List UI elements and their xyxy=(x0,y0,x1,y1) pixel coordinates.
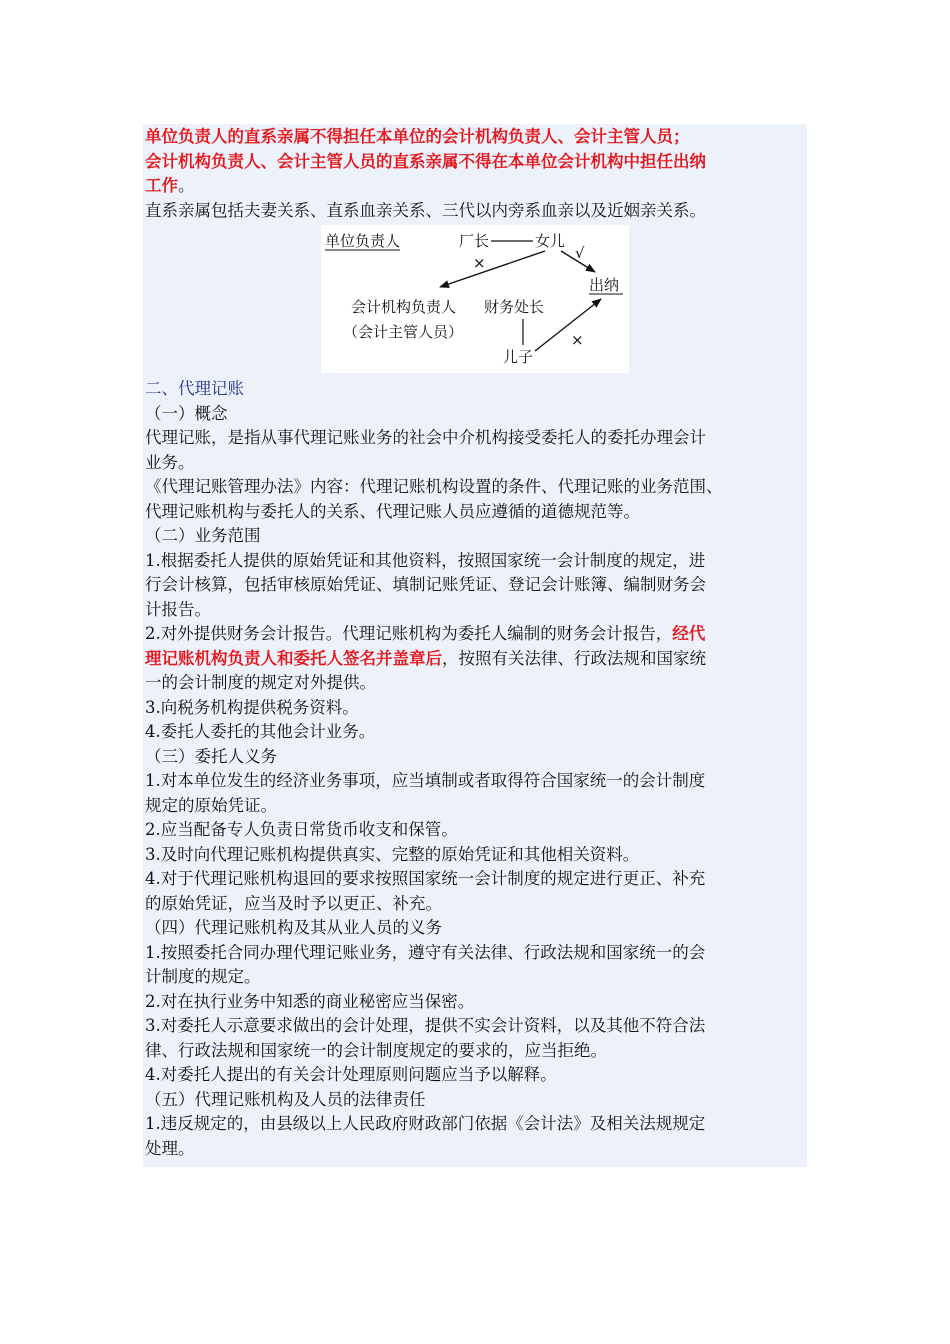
label-finance-chief: 财务处长 xyxy=(484,298,545,316)
label-daughter: 女儿 xyxy=(535,232,566,250)
subsection-agency-duties-title: （四）代理记账机构及其从业人员的义务 xyxy=(145,918,442,937)
scope-item-2-highlight-end: 理记账机构负责人和委托人签名并盖章后 xyxy=(145,648,442,668)
label-acct-dept-head: 会计机构负责人 xyxy=(351,298,457,316)
red-rule-line-3 xyxy=(145,174,807,199)
scope-item-2-line-3: 一的会计制度的规定对外提供。 xyxy=(145,673,376,692)
scope-item-2-line-1-text: 2.对外提供财务会计报告。代理记账机构为委托人编制的财务会计报告， xyxy=(145,624,673,643)
concept-para-2-line-1: 《代理记账管理办法》内容：代理记账机构设置的条件、代理记账的业务范围、 xyxy=(145,477,723,496)
kinship-note: 直系亲属包括夫妻关系、直系血亲关系、三代以内旁系血亲以及近姻亲关系。 xyxy=(145,200,706,220)
cross-mark-son-cashier: × xyxy=(571,331,584,349)
concept-para-1-line-1: 代理记账，是指从事代理记账业务的社会中介机构接受委托人的委托办理会计 xyxy=(145,428,706,447)
red-rule-line-3-text: 工作 xyxy=(145,176,178,195)
red-rule-line-2: 会计机构负责人、会计主管人员的直系亲属不得在本单位会计机构中担任出纳 xyxy=(145,151,706,171)
scope-item-3: 3.向税务机构提供税务资料。 xyxy=(145,697,359,717)
son-to-cashier-arrow xyxy=(535,299,601,351)
client-duty-1-line-2: 规定的原始凭证。 xyxy=(145,795,277,815)
red-rule-line-3-tail: 。 xyxy=(178,176,195,195)
label-son: 儿子 xyxy=(503,348,534,366)
concept-para-1-line-2: 业务。 xyxy=(145,452,195,472)
agency-duty-4: 4.对委托人提出的有关会计处理原则问题应当予以解释。 xyxy=(145,1065,557,1084)
client-duty-3: 3.及时向代理记账机构提供真实、完整的原始凭证和其他相关资料。 xyxy=(145,844,640,864)
scope-item-1-line-1: 1.根据委托人提供的原始凭证和其他资料，按照国家统一会计制度的规定，进 xyxy=(145,550,706,570)
section-heading-agency-bookkeeping: 二、代理记账 xyxy=(145,379,244,398)
agency-duty-2: 2.对在执行业务中知悉的商业秘密应当保密。 xyxy=(145,991,475,1011)
label-factory-director: 厂长 xyxy=(459,232,490,250)
red-rule-line-1: 单位负责人的直系亲属不得担任本单位的会计机构负责人、会计主管人员； xyxy=(145,127,690,146)
agency-duty-3-line-2: 律、行政法规和国家统一的会计制度规定的要求的，应当拒绝。 xyxy=(145,1040,607,1060)
agency-duty-1-line-1: 1.按照委托合同办理代理记账业务，遵守有关法律、行政法规和国家统一的会 xyxy=(145,942,706,962)
liability-item-1-line-1: 1.违反规定的，由县级以上人民政府财政部门依据《会计法》及相关法规规定 xyxy=(145,1114,706,1133)
label-acct-supervisor: （会计主管人员） xyxy=(343,323,464,341)
kinship-diagram xyxy=(321,225,629,373)
liability-item-1-line-2: 处理。 xyxy=(145,1138,195,1158)
kinship-diagram-wrap xyxy=(145,225,807,375)
check-mark-daughter-cashier: √ xyxy=(575,244,585,262)
cross-mark-daughter-acct-head: × xyxy=(473,254,486,272)
subsection-scope-title: （二）业务范围 xyxy=(145,526,261,545)
scope-item-1-line-2: 行会计核算，包括审核原始凭证、填制记账凭证、登记会计账簿、编制财务会 xyxy=(145,575,706,594)
scope-item-4: 4.委托人委托的其他会计业务。 xyxy=(145,722,376,741)
concept-para-2-line-2: 代理记账机构与委托人的关系、代理记账人员应遵循的道德规范等。 xyxy=(145,501,640,521)
scope-item-2-highlight-start: 经代 xyxy=(672,624,706,643)
agency-duty-1-line-2: 计制度的规定。 xyxy=(145,967,261,986)
subsection-legal-liability-title: （五）代理记账机构及人员的法律责任 xyxy=(145,1089,426,1109)
client-duty-1-line-1: 1.对本单位发生的经济业务事项，应当填制或者取得符合国家统一的会计制度 xyxy=(145,771,706,790)
scope-item-2-line-2-text: ，按照有关法律、行政法规和国家统 xyxy=(442,648,706,668)
agency-duty-3-line-1: 3.对委托人示意要求做出的会计处理，提供不实会计资料，以及其他不符合法 xyxy=(145,1016,706,1035)
document-body xyxy=(143,124,807,1167)
client-duty-4-line-1: 4.对于代理记账机构退回的要求按照国家统一会计制度的规定进行更正、补充 xyxy=(145,869,706,888)
label-cashier: 出纳 xyxy=(589,276,620,294)
scope-item-1-line-3: 计报告。 xyxy=(145,599,211,619)
client-duty-4-line-2: 的原始凭证，应当及时予以更正、补充。 xyxy=(145,893,442,913)
subsection-client-duties-title: （三）委托人义务 xyxy=(145,746,277,766)
scope-item-2-line-1 xyxy=(145,622,807,647)
daughter-to-acct-head-arrow xyxy=(440,251,545,287)
label-unit-head: 单位负责人 xyxy=(325,232,401,250)
subsection-concept-title: （一）概念 xyxy=(145,403,228,423)
scope-item-2-line-2 xyxy=(145,647,807,672)
client-duty-2: 2.应当配备专人负责日常货币收支和保管。 xyxy=(145,820,458,839)
